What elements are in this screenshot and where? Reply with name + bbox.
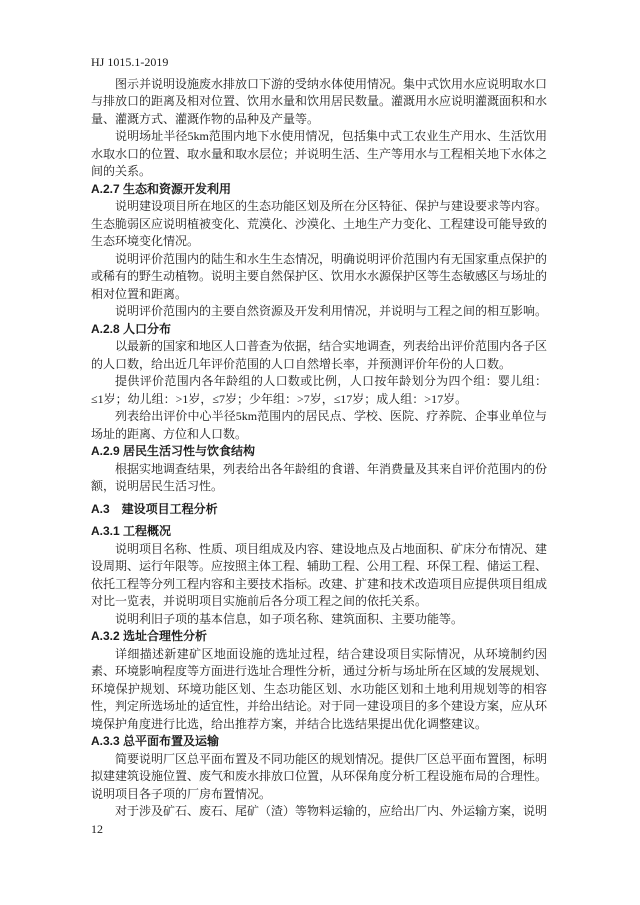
paragraph-diet-structure: 根据实地调查结果，列表给出各年龄组的食谱、年消费量及其来自评价范围内的份额，说明居民生活习性。 — [91, 461, 548, 493]
paragraph-natural-resources: 说明评价范围内的主要自然资源及开发利用情况，并说明与工程之间的相互影响。 — [115, 304, 548, 318]
heading-a3-1-project-overview: A.3.1 工程概况 — [91, 524, 172, 538]
heading-a2-9-living-habits-diet: A.2.9 居民生活习性与饮食结构 — [91, 444, 256, 458]
heading-a3-2-site-selection-analysis: A.3.2 选址合理性分析 — [91, 629, 208, 643]
paragraph-plant-layout: 简要说明厂区总平面布置及不同功能区的规划情况。提供厂区总平面布置图，标明拟建建筑设施位置、废气和废水排放口位置，从环保角度分析工程设施布局的合理性。说明项目各子项的厂房布置情况。 — [91, 751, 548, 801]
document-code-header: HJ 1015.1-2019 — [91, 55, 169, 69]
heading-a2-8-population-distribution: A.2.8 人口分布 — [91, 321, 172, 336]
paragraph-project-overview: 说明项目名称、性质、项目组成及内容、建设地点及占地面积、矿床分布情况、建设周期、运行年限等。应按照主体工程、辅助工程、公用工程、环保工程、储运工程、依托工程等分列工程内容和主要技术指标。改建、扩建和技术改造项目应提供项目组成对比一览表，并说明项目实施前后各分项工程之间的依托关系。 — [91, 541, 548, 608]
heading-a3-project-engineering-analysis: A.3 建设项目工程分析 — [91, 501, 218, 516]
page-number: 12 — [91, 821, 103, 836]
paragraph-groundwater-use: 说明场址半径5km范围内地下水使用情况，包括集中式工农业生产用水、生活饮用水取水口的位置、取水量和取水层位；并说明生活、生产等用水与工程相关地下水体之间的关系。 — [91, 129, 548, 178]
heading-a3-3-general-layout-transport: A.3.3 总平面布置及运输 — [91, 734, 220, 748]
paragraph-eco-function-zoning: 说明建设项目所在地区的生态功能区划及所在分区特征、保护与建设要求等内容。生态脆弱区应说明植被变化、荒漠化、沙漠化、土地生产力变化、工程建设可能导致的生态环境变化情况。 — [91, 199, 548, 248]
paragraph-receiving-water: 图示并说明设施废水排放口下游的受纳水体使用情况。集中式饮用水应说明取水口与排放口的距离及相对位置、饮用水量和饮用居民数量。灌溉用水应说明灌溉面积和水量、灌溉方式、灌溉作物的品种及产量等。 — [91, 76, 548, 126]
paragraph-site-selection: 详细描述新建矿区地面设施的选址过程，结合建设项目实际情况，从环境制约因素、环境影响程度等方面进行选址合理性分析，通过分析与场址所在区域的发展规划、环境保护规划、环境功能区划、生态功能区划、水功能区划和土地利用规划等的相容性，判定所选场址的适宜性，并给出结论。对于同一建设项目的多个建设方案，应从环境保护角度进行比选，给出推荐方案，并结合比选结果提出优化调整建议。 — [91, 646, 548, 731]
heading-a2-7-ecology-resources: A.2.7 生态和资源开发利用 — [91, 181, 232, 196]
paragraph-population-census: 以最新的国家和地区人口普查为依据，结合实地调查，列表给出评价范围内各子区的人口数，给出近几年评价范围的人口自然增长率，并预测评价年份的人口数。 — [91, 339, 548, 371]
paragraph-age-groups: 提供评价范围内各年龄组的人口数或比例，人口按年龄划分为四个组：婴儿组：≤1岁；幼儿组：>1岁，≤7岁；少年组：>7岁，≤17岁；成人组：>17岁。 — [91, 374, 547, 406]
paragraph-material-transport: 对于涉及矿石、废石、尾矿（渣）等物料运输的，应给出厂内、外运输方案，说明 — [115, 804, 548, 818]
paragraph-reused-subitems: 说明利旧子项的基本信息，如子项名称、建筑面积、主要功能等。 — [115, 611, 464, 626]
paragraph-terrestrial-aquatic-ecology: 说明评价范围内的陆生和水生生态情况，明确说明评价范围内有无国家重点保护的或稀有的野生动植物。说明主要自然保护区、饮用水水源保护区等生态敏感区与场址的相对位置和距离。 — [91, 251, 548, 301]
paragraph-residential-points: 列表给出评价中心半径5km范围内的居民点、学校、医院、疗养院、企事业单位与场址的距离、方位和人口数。 — [91, 409, 547, 441]
